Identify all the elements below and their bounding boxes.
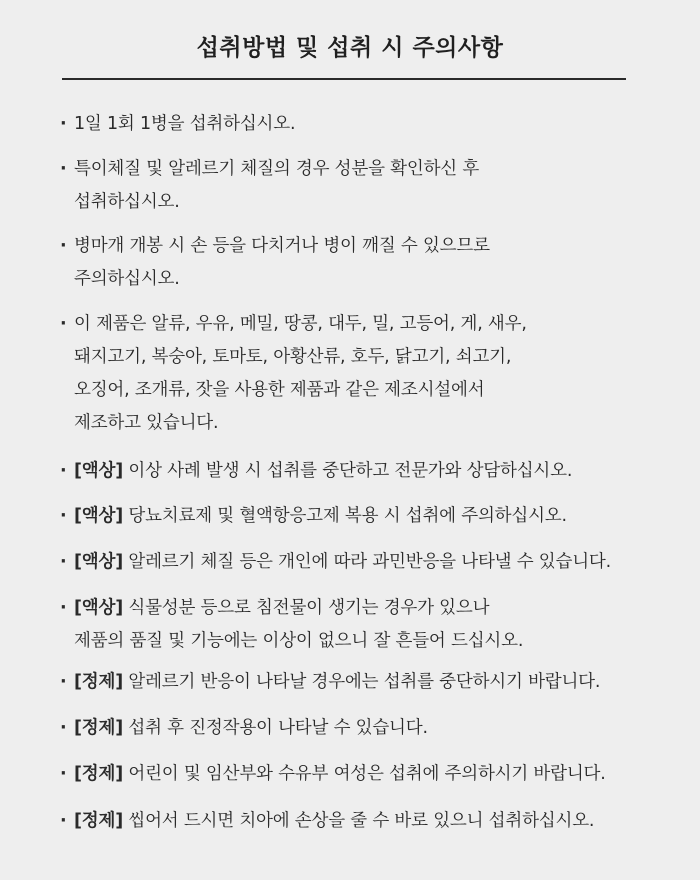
list-item-line — [74, 153, 675, 186]
list-item — [60, 546, 675, 579]
line-text: 식물성분 등으로 침전물이 생기는 경우가 있으나 — [123, 598, 490, 618]
bullet-marker: · — [60, 672, 67, 692]
form-tag: [액상] — [74, 506, 124, 526]
line-text: 이 제품은 알류, 우유, 메밀, 땅콩, 대두, 밀, 고등어, 게, 새우, — [74, 314, 527, 334]
list-item-line — [74, 108, 675, 141]
list-item-text — [60, 546, 675, 579]
list-item-text — [60, 455, 675, 488]
line-text: 병마개 개봉 시 손 등을 다치거나 병이 깨질 수 있으므로 — [74, 236, 490, 256]
form-tag: [액상] — [74, 598, 124, 618]
form-tag: [정제] — [74, 811, 124, 831]
bullet-marker: · — [60, 811, 67, 831]
line-text: 돼지고기, 복숭아, 토마토, 아황산류, 호두, 닭고기, 쇠고기, — [74, 347, 512, 367]
list-item-text — [60, 592, 675, 658]
list-item — [60, 805, 675, 838]
form-tag: [정제] — [74, 672, 124, 692]
bullet-marker: · — [60, 236, 67, 256]
line-text: 특이체질 및 알레르기 체질의 경우 성분을 확인하신 후 — [74, 159, 480, 179]
list-item-line — [74, 712, 675, 745]
form-tag: [액상] — [74, 552, 124, 572]
list-item — [60, 712, 675, 745]
form-tag: [액상] — [74, 461, 124, 481]
list-item-line — [74, 407, 675, 440]
list-item-line — [74, 625, 675, 658]
line-text: 이상 사례 발생 시 섭취를 중단하고 전문가와 상담하십시오. — [123, 461, 573, 481]
page-title: 섭취방법 및 섭취 시 주의사항 — [196, 35, 504, 61]
bullet-marker: · — [60, 314, 67, 334]
line-text: 섭취 후 진정작용이 나타날 수 있습니다. — [123, 718, 428, 738]
list-item — [60, 230, 675, 296]
list-item-text — [60, 500, 675, 533]
list-item-text — [60, 712, 675, 745]
line-text: 알레르기 체질 등은 개인에 따라 과민반응을 나타낼 수 있습니다. — [123, 552, 611, 572]
list-item-text — [60, 108, 675, 141]
list-item-line — [74, 374, 675, 407]
bullet-marker: · — [60, 506, 67, 526]
bullet-marker: · — [60, 718, 67, 738]
line-text: 섭취하십시오. — [74, 192, 180, 212]
list-item-line — [74, 263, 675, 296]
bullet-marker: · — [60, 598, 67, 618]
line-text: 1일 1회 1병을 섭취하십시오. — [74, 114, 296, 134]
line-text: 오징어, 조개류, 잣을 사용한 제품과 같은 제조시설에서 — [74, 380, 485, 400]
list-item-line — [74, 230, 675, 263]
list-item — [60, 153, 675, 219]
list-item-line — [74, 758, 675, 791]
list-item — [60, 592, 675, 658]
list-item-line — [74, 546, 675, 579]
line-text: 제품의 품질 및 기능에는 이상이 없으니 잘 흔들어 드십시오. — [74, 631, 524, 651]
bullet-marker: · — [60, 461, 67, 481]
list-item-line — [74, 666, 675, 699]
list-item — [60, 108, 675, 141]
list-item-line — [74, 500, 675, 533]
list-item — [60, 500, 675, 533]
list-item-line — [74, 805, 675, 838]
bullet-marker: · — [60, 114, 67, 134]
line-text: 어린이 및 임산부와 수유부 여성은 섭취에 주의하시기 바랍니다. — [123, 764, 606, 784]
form-tag: [정제] — [74, 764, 124, 784]
list-item-line — [74, 592, 675, 625]
list-item-text — [60, 805, 675, 838]
line-text: 당뇨치료제 및 혈액항응고제 복용 시 섭취에 주의하십시오. — [123, 506, 567, 526]
list-item-line — [74, 455, 675, 488]
list-item-line — [74, 308, 675, 341]
bullet-marker: · — [60, 159, 67, 179]
list-item-text — [60, 758, 675, 791]
bullet-marker: · — [60, 552, 67, 572]
list-item — [60, 308, 675, 440]
list-item-text — [60, 666, 675, 699]
list-item — [60, 455, 675, 488]
list-item-text — [60, 230, 675, 296]
list-item — [60, 758, 675, 791]
list-item — [60, 666, 675, 699]
line-text: 알레르기 반응이 나타날 경우에는 섭취를 중단하시기 바랍니다. — [123, 672, 601, 692]
list-item-text — [60, 308, 675, 440]
form-tag: [정제] — [74, 718, 124, 738]
list-item-text — [60, 153, 675, 219]
bullet-marker: · — [60, 764, 67, 784]
line-text: 제조하고 있습니다. — [74, 413, 219, 433]
line-text: 씹어서 드시면 치아에 손상을 줄 수 바로 있으니 섭취하십시오. — [123, 811, 595, 831]
line-text: 주의하십시오. — [74, 269, 180, 289]
list-item-line — [74, 186, 675, 219]
list-item-line — [74, 341, 675, 374]
